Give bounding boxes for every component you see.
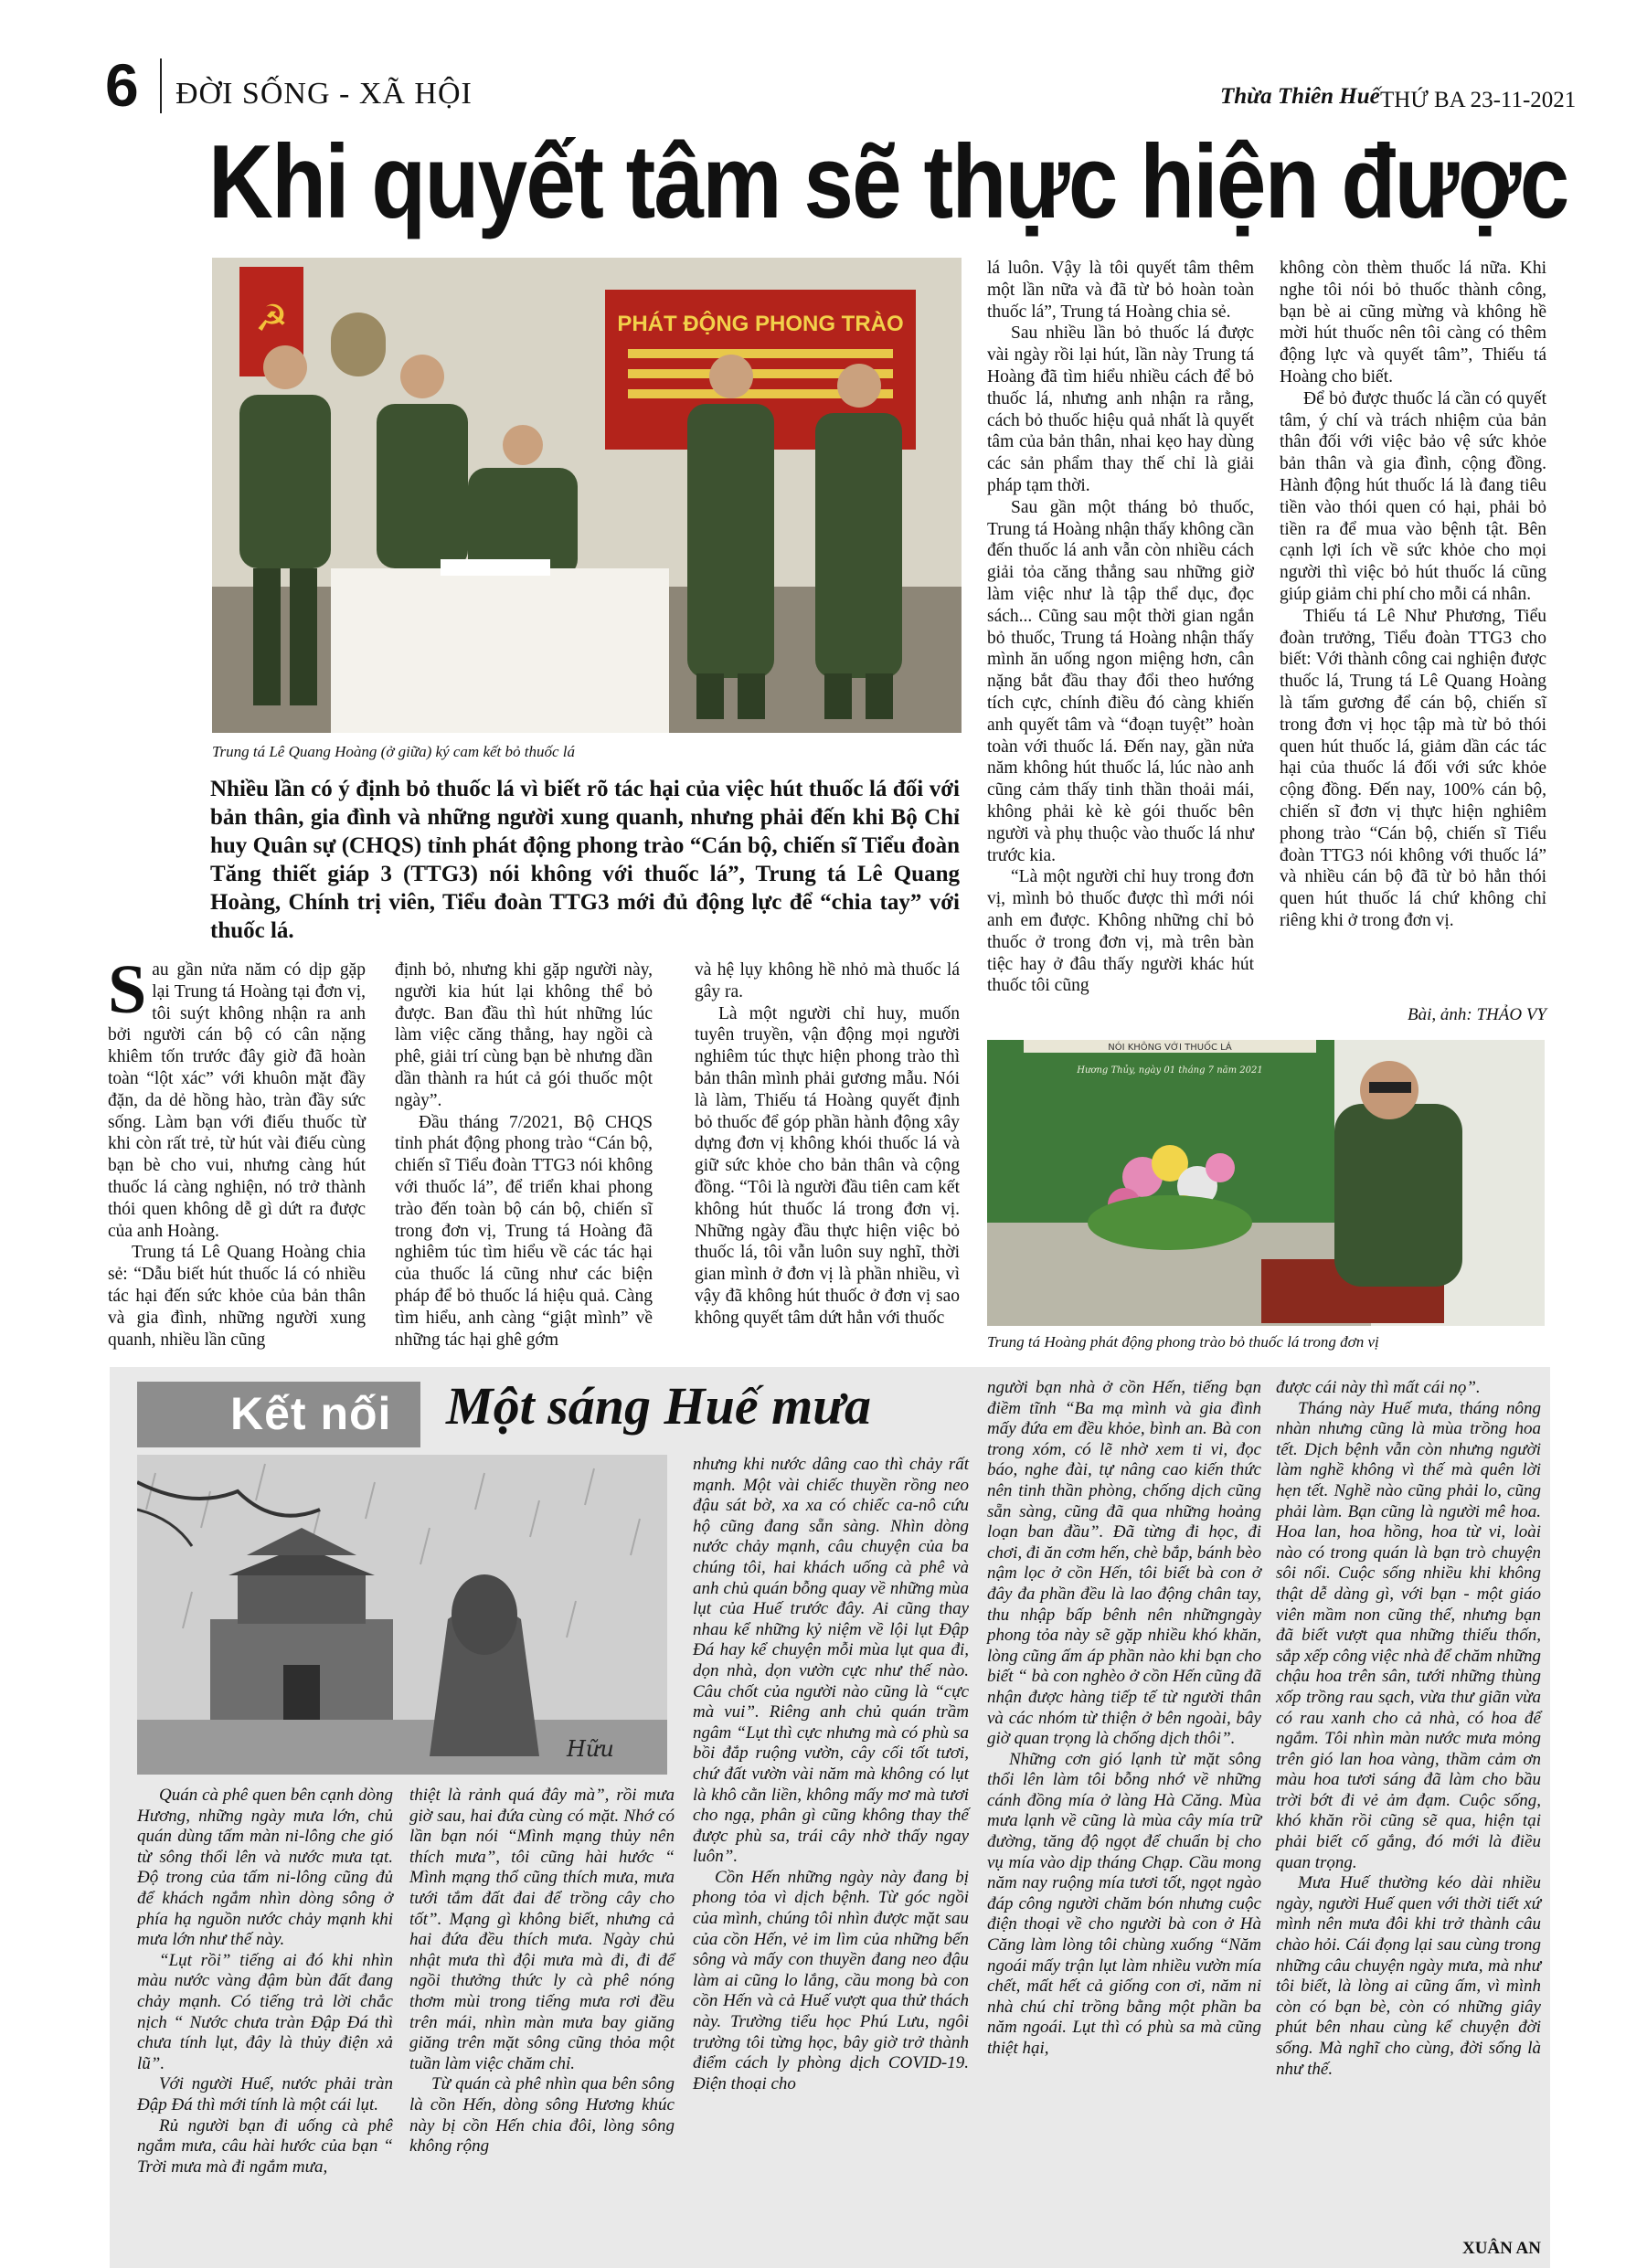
ketnoi-column-4: [987, 1378, 1261, 2060]
paragraph: lá luôn. Vậy là tôi quyết tâm thêm một lần nữa và đã từ bỏ hoàn toàn thuốc lá”, Trung tá Hoàng chia sẻ.: [987, 259, 1254, 322]
article-byline: Bài, ảnh: THẢO VY: [1408, 1005, 1546, 1024]
paragraph: Đầu tháng 7/2021, Bộ CHQS tỉnh phát động phong trào “Cán bộ, chiến sĩ Tiểu đoàn TTG3 nói không với thuốc lá”, để triển khai phong trào đến toàn bộ cán bộ, chiến sĩ trong đơn vị, Trung tá Hoàng đã nghiêm túc tìm hiểu về các tác hại của thuốc lá cũng như các biện pháp để bỏ thuốc lá hiệu quả. Càng tìm hiểu, anh càng “giật mình” về những tác hại ghê gớm: [395, 1112, 653, 1350]
banner-date-text: Hương Thủy, ngày 01 tháng 7 năm 2021: [1077, 1065, 1263, 1076]
publication-name: Thừa Thiên Huế: [1220, 84, 1380, 109]
paragraph: người bạn nhà ở cồn Hến, tiếng bạn điềm tĩnh “Ba mạ mình và gia đình mấy đứa em đều khỏe, bình an. Bà con trong xóm, có lẽ nhờ xem ti vi, đọc báo, nghe đài, tự nâng cao kiến thức nên tinh thần phòng, chống dịch cũng sẵn sàng, cũng đã qua những hoảng loạn ban đầu”. Đã từng đi học, đi chơi, đi ăn cơm hến, chè bắp, bánh bèo nậm lọc ở cồn Hến, tôi biết bà con ở đây đa phần đều là lao động chân tay, thu nhập bấp bênh nên nhữngngày phong tỏa này sẽ gặp nhiều khó khăn, lòng cũng ấm áp phần nào khi bạn cho biết “ bà con nghèo ở cồn Hến cũng đã nhận được hàng tiếp tế từ người thân và các nhóm từ thiện ở bên ngoài, bây giờ quan trọng là chống dịch thôi”.: [987, 1378, 1261, 1749]
photo2-caption: Trung tá Hoàng phát động phong trào bỏ thuốc lá trong đơn vị: [987, 1333, 1379, 1351]
paragraph: Cồn Hến những ngày này đang bị phong tỏa vì dịch bệnh. Từ góc ngồi của mình, chúng tôi nhìn được mặt sau của cồn Hến, vẻ im lìm của những bến sông và mấy con thuyền đang neo đậu làm ai cũng lo lắng, cầu mong bà con cồn Hến và cả Huế vượt qua thử thách này. Trường tiểu học Phú Lưu, ngôi trường tôi từng học, bây giờ trở thành điểm cách ly phòng dịch COVID-19. Điện thoại cho: [693, 1867, 969, 2093]
article-lead: Nhiều lần có ý định bỏ thuốc lá vì biết rõ tác hại của việc hút thuốc lá đối với bản thân, gia đình và những người xung quanh, nhưng phải đến khi Bộ Chỉ huy Quân sự (CHQS) tỉnh phát động phong trào “Cán bộ, chiến sĩ Tiểu đoàn Tăng thiết giáp 3 (TTG3) nói không với thuốc lá”, Trung tá Lê Quang Hoàng, Chính trị viên, Tiểu đoàn TTG3 mới đủ động lực để “chia tay” với thuốc lá.: [210, 777, 960, 943]
paragraph: “Lụt rồi” tiếng ai đó khi nhìn màu nước vàng đậm bùn đất đang chảy mạnh. Có tiếng trả lời chắc nịch “ Nước chưa tràn Đập Đá thì chưa tính lụt, đây là thủy điện xả lũ”.: [137, 1950, 393, 2073]
banner-text: PHÁT ĐỘNG PHONG TRÀO: [617, 312, 904, 336]
ketnoi-column-1: [137, 1786, 393, 2178]
issue-date: THỨ BA 23-11-2021: [1380, 88, 1577, 112]
paragraph: Từ quán cà phê nhìn qua bên sông là cồn Hến, dòng sông Hương khúc này bị cồn Hến chia đôi, lòng sông không rộng: [409, 2074, 675, 2157]
section-title: ĐỜI SỐNG - XÃ HỘI: [175, 77, 473, 111]
paragraph: Quán cà phê quen bên cạnh dòng Hương, những ngày mưa lớn, chủ quán dùng tấm màn ni-lông che gió từ sông thổi lên và nước mưa tạt. Độ trong của tấm ni-lông cũng đủ để khách ngắm nhìn dòng sông ở phía hạ nguồn nước chảy mạnh khi mưa lớn như thế này.: [137, 1786, 393, 1950]
paragraph: Để bỏ được thuốc lá cần có quyết tâm, ý chí và trách nhiệm của bản thân đối với việc bảo vệ sức khỏe bản thân và gia đình, cộng đồng. Hành động hút thuốc lá là đang tiêu tiền vào thói quen có hại, phải bỏ tiền ra để mua vào bệnh tật. Bên cạnh lợi ích về sức khỏe cho mọi người thì việc bỏ hút thuốc lá cũng giúp giảm chi phí cho mỗi cá nhân.: [1280, 388, 1546, 604]
paragraph: Sau nhiều lần bỏ thuốc lá được vài ngày rồi lại hút, lần này Trung tá Hoàng đã tìm hiểu nhiều cách để bỏ thuốc lá, nhưng anh nhận ra rằng, cách bỏ thuốc hiệu quả nhất là quyết tâm của bản thân, nhai kẹo hay dùng các sản phẩm thay thế chỉ là giải pháp tạm thời.: [987, 323, 1254, 495]
ketnoi-column-2: [409, 1786, 675, 2157]
illustrator-signature: Hữu: [567, 1736, 614, 1762]
article-column-4: [987, 258, 1254, 997]
paragraph: au gần nửa năm có dịp gặp lại Trung tá Hoàng tại đơn vị, tôi suýt không nhận ra anh bởi người cán bộ có cân nặng khiêm tốn trước đây giờ đã hoàn toàn “lột xác” với khuôn mặt đầy đặn, da dẻ hồng hào, tràn đầy sức sống. Làm bạn với điếu thuốc từ khi còn rất trẻ, từ hút vài điếu cùng bạn bè cho vui, nhưng càng hút thuốc lá càng nghiện, nó trở thành thói quen không dễ gì dứt ra được của anh Hoàng.: [108, 960, 366, 1241]
article-column-2: [395, 959, 653, 1351]
paragraph: Rủ người bạn đi uống cà phê ngắm mưa, câu hài hước của bạn “ Trời mưa mà đi ngắm mưa,: [137, 2115, 393, 2177]
paragraph: Là một người chỉ huy, muốn tuyên truyền, vận động mọi người nghiêm túc thực hiện phong trào thì bản thân mình phải gương mẫu. Nói là làm, Thiếu tá Hoàng quyết định bỏ thuốc để góp phần hành động xây dựng đơn vị không khói thuốc lá và giữ sức khỏe cho bản thân và cộng đồng. “Tôi là người đầu tiên cam kết không hút thuốc lá trong đơn vị. Những ngày đầu thực hiện việc bỏ thuốc lá, tôi vẫn luôn suy nghĩ, thời gian mình ở đơn vị là phần nhiều, vì vậy đã không hút thuốc ở đơn vị sao không quyết tâm dứt hẳn với thuốc: [695, 1003, 960, 1328]
paragraph: được cái này thì mất cái nọ”.: [1276, 1378, 1481, 1397]
drop-cap: S: [108, 951, 147, 1028]
article-headline: Khi quyết tâm sẽ thực hiện được: [208, 124, 1568, 240]
header-divider: [160, 58, 162, 113]
paragraph: Tháng này Huế mưa, tháng nông nhàn nhưng cũng là mùa trồng hoa tết. Dịch bệnh vẫn còn nhưng người làm nghề không vì thế mà quên lời hẹn tết. Nghề nào cũng phải lo, cũng phải làm. Bạn cũng là người mê hoa. Hoa lan, hoa hồng, hoa từ vi, loài nào có trong quán là bạn trò chuyện sôi nổi. Cuộc sống nhiều khi không thật dễ dàng gì, với bạn - một giáo viên mầm non cũng thế, nhưng bạn đã biết vượt qua những thiếu thốn, sắp xếp công việc nhà để chăm những chậu hoa trên sân, tưới những thùng xốp trồng rau sạch, vừa thư giãn vừa có rau xanh cho cả nhà, có hoa để ngắm. Tôi nhìn màn nước mưa mỏng trên gió lan hoa vàng, thầm cảm ơn màu hoa tươi sáng đã làm cho bầu trời bớt đi vẻ ảm đạm. Cuộc sống, khó khăn rồi cũng sẽ qua, hiện tại phải biết cố gắng, đó mới là điều quan trọng.: [1276, 1398, 1541, 1872]
paragraph: Thiếu tá Lê Như Phương, Tiểu đoàn trưởng, Tiểu đoàn TTG3 cho biết: Với thành công cai nghiện được thuốc lá, Trung tá Lê Quang Hoàng là tấm gương để cán bộ, chiến sĩ trong đơn vị học tập mà từ bỏ thói quen hút thuốc lá, giảm dần các tác hại của thuốc lá đối với sức khỏe cộng đồng. Đến nay, 100% cán bộ, chiến sĩ đơn vị thực hiện nghiêm phong trào “Cán bộ, chiến sĩ Tiểu đoàn TTG3 nói không với thuốc lá” và nhiều cán bộ đã từ bỏ hẳn thói quen hút thuốc lá chứ không chỉ riêng khi ở trong đơn vị.: [1280, 606, 1546, 930]
ketnoi-column-3: [693, 1455, 969, 2094]
paragraph: nhưng khi nước dâng cao thì chảy rất mạnh. Một vài chiếc thuyền rồng neo đậu sát bờ, xa xa có chiếc ca-nô cứu hộ cũng đang sẵn sàng. Nhìn dòng nước chảy mạnh, câu chuyện của ba chúng tôi, hai khách uống cà phê và anh chủ quán bỗng quay về những mùa lụt của Huế trước đây. Ai cũng thay nhau kể những kỷ niệm về lội lụt Đập Đá hay kể chuyện mỗi mùa lụt qua đi, dọn nhà, dọn vườn cực như thế nào. Câu chốt của người nào cũng là “cực mà vui”. Riêng anh chủ quán trầm ngâm “Lụt thì cực nhưng mà có phù sa bồi đắp ruộng vườn, cây cối tốt tươi, chứ đất vườn vài năm mà không có lụt là khô cằn liền, không mấy mơ mà tươi cho ngạ, phân gì cũng không thay thế được phù sa, trái cây nhờ thấy ngay luôn”.: [693, 1455, 969, 1867]
paragraph: Những cơn gió lạnh từ mặt sông thổi lên làm tôi bỗng nhớ về những cánh đồng mía ở làng Hà Căng. Mùa mưa lạnh về cũng là mùa cây mía trữ đường, tăng độ ngọt để chuẩn bị cho vụ mía vào dịp tháng Chạp. Cầu mong năm nay ruộng mía tươi tốt, ngọt ngào đáp công người chăm bón nhưng cuộc điện thoại về cho người bà con ở Hà Căng làm lòng tôi chùng xuống “Năm ngoái mấy trận lụt làm nhiều vườn mía chết, mất hết cả giống con ơi, năm ni nhà chú chỉ trồng bằng một phần ba năm ngoái. Lụt thì có phù sa mà cũng thiệt hại,: [987, 1749, 1261, 2058]
photo1-caption: Trung tá Lê Quang Hoàng (ở giữa) ký cam kết bỏ thuốc lá: [212, 743, 576, 760]
paragraph: Sau gần một tháng bỏ thuốc, Trung tá Hoàng nhận thấy không cần đến thuốc lá anh vẫn còn nhiều cách giải tỏa căng thẳng sau những giờ làm việc như là tập thể dục, đọc sách... Cũng sau một thời gian ngắn bỏ thuốc, Trung tá Hoàng nhận thấy mình ăn uống ngon miệng hơn, cân nặng bắt đầu thay đổi theo hướng tích cực, chính điều đó càng khiến anh quyết tâm và “đoạn tuyệt” hoàn toàn với thuốc lá. Đến nay, gần nửa năm không hút thuốc lá, lúc nào anh cũng cảm thấy tinh thần thoải mái, không phải kè kè gói thuốc bên người và phụ thuộc vào thuốc lá như trước kia.: [987, 497, 1254, 865]
article-column-5: [1280, 258, 1546, 932]
ketnoi-column-5: [1276, 1378, 1541, 2080]
officer: [1334, 1104, 1462, 1287]
ketnoi-label: Kết nối: [230, 1388, 392, 1439]
photo-signing-illustration: [212, 258, 962, 733]
article-column-3: [695, 959, 960, 1330]
paragraph: không còn thèm thuốc lá nữa. Khi nghe tôi nói bỏ thuốc thành công, bạn bè ai cũng mừng và không hề mời hút thuốc nên tôi càng có thêm động lực và quyết tâm”, Thiếu tá Hoàng cho biết.: [1280, 259, 1546, 387]
photo-signing-ceremony: [212, 258, 962, 733]
paragraph: định bỏ, nhưng khi gặp người này, người kia hút lại không thể bỏ được. Ban đầu thì hút những lúc làm việc căng thẳng, hay ngồi cà phê, giải trí cùng bạn bè nhưng dần dần thành ra hút cả gói thuốc một ngày”.: [395, 960, 653, 1110]
paragraph: và hệ lụy không hề nhỏ mà thuốc lá gây ra.: [695, 960, 960, 1002]
paragraph: “Là một người chỉ huy trong đơn vị, mình bỏ thuốc được thì mới nói anh em được. Không những chỉ bỏ thuốc ở trong đơn vị, mà trên bàn tiệc hay ở đâu thấy người khác hút thuốc tôi cũng: [987, 867, 1254, 996]
ketnoi-illustration: [137, 1455, 667, 1775]
ketnoi-author: XUÂN AN: [1461, 2239, 1541, 2258]
svg-text:☭: ☭: [255, 298, 288, 340]
table-cloth: [331, 568, 669, 733]
photo-speech: [987, 1040, 1545, 1326]
photo-speech-illustration: [987, 1040, 1545, 1326]
paragraph: Trung tá Lê Quang Hoàng chia sẻ: “Dẫu biết hút thuốc lá có nhiều tác hại đến sức khỏe của bản thân và gia đình, những người xung quanh, nhiều lần cũng: [108, 1243, 366, 1350]
article-column-1: [108, 951, 366, 1351]
paragraph: Với người Huế, nước phải tràn Đập Đá thì mới tính là một cái lụt.: [137, 2074, 393, 2114]
ketnoi-title: Một sáng Huế mưa: [446, 1376, 871, 1436]
paragraph: Mưa Huế thường kéo dài nhiều ngày, người Huế quen với thời tiết xứ mình nên mưa đôi khi trở thành câu chào hỏi. Cái đọng lại sau cùng trong những câu chuyện ngày mưa, mà như tôi biết, là lòng ai cũng ấm, vì mình còn có bạn bè, còn có những giây phút bên nhau cùng kể chuyện đời sống. Mà nghĩ cho cùng, đời sống là như thế.: [1276, 1873, 1541, 2079]
rain-scene-illustration: [137, 1455, 667, 1775]
paragraph: thiệt là rảnh quá đây mà”, rồi mưa giờ sau, hai đứa cùng có mặt. Nhớ có lần bạn nói “Mình mạng thủy nên thích mưa”, tôi cũng hài hước “ Mình mạng thổ cũng thích mưa, mưa tưới tắm đất đai để trồng cây cho tốt”. Mạng gì không biết, nhưng cả hai đứa đều thích mưa. Ngày chủ nhật mưa thì đội mưa mà đi, đi để ngồi thưởng thức ly cà phê nóng thơm mùi trong tiếng mưa rơi đều trên mái, nhìn màn mưa bay giăng giăng trên mặt sông cũng thỏa một tuần làm việc chăm chỉ.: [409, 1786, 675, 2073]
page-number: 6: [105, 51, 139, 119]
banner-small-text: NÓI KHÔNG VỚI THUỐC LÁ: [1108, 1043, 1232, 1053]
